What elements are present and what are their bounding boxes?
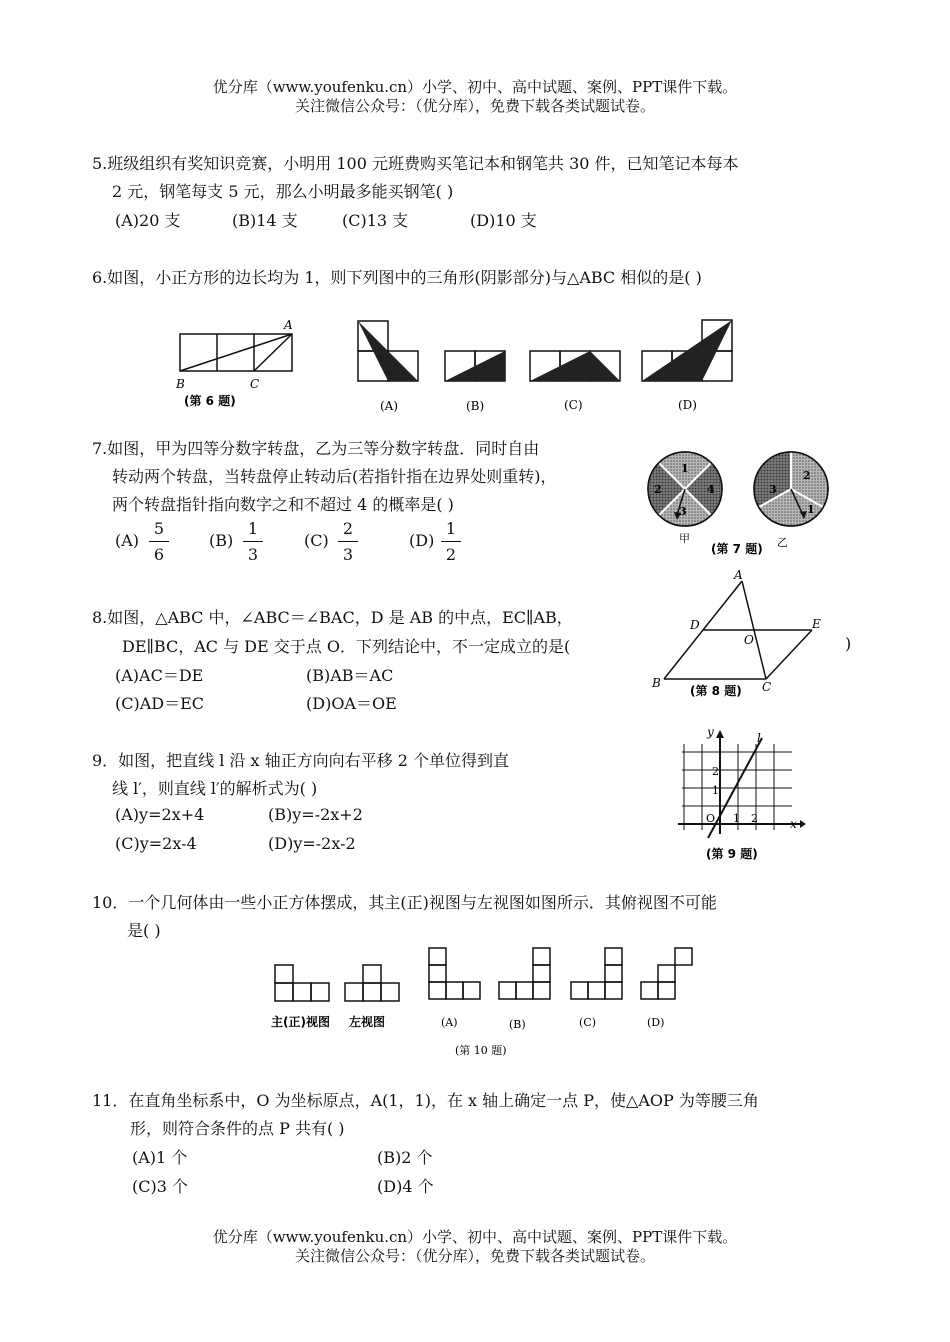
pt-o: O (744, 633, 754, 647)
axis-x: x (790, 817, 797, 831)
left-view-label: 左视图 (349, 1015, 386, 1029)
pt-a: A (734, 568, 743, 582)
q6-opt-d: (D) (678, 398, 697, 412)
q7-caption: (第 7 题) (711, 542, 763, 556)
q10-stem-line1: 10．一个几何体由一些小正方体摆成，其主(正)视图与左视图如图所示．其俯视图不可能 (92, 893, 717, 912)
q8-caption: (第 8 题) (690, 684, 742, 698)
q8-triangle-figure (648, 567, 832, 705)
label-b: B (176, 377, 185, 391)
q7-option-d-label: (D) (409, 531, 435, 550)
q8-option-a: (A)AC＝DE (115, 666, 204, 685)
q6-option-a-figure (350, 318, 430, 418)
q8-option-b: (B)AB＝AC (306, 666, 394, 685)
q6-opt-a: (A) (380, 399, 399, 413)
tick-y-1: 1 (712, 784, 719, 797)
tick-y-2: 2 (712, 765, 719, 778)
q5-stem-line1: 5.班级组织有奖知识竞赛，小明用 100 元班费购买笔记本和钢笔共 30 件，已知笔记本每本 (92, 154, 739, 173)
q10-opt-a: (A) (441, 1016, 458, 1029)
q11-stem-line2: 形，则符合条件的点 P 共有( ) (130, 1119, 345, 1138)
jia-label: 甲 (679, 532, 690, 545)
q10-opt-c: (C) (579, 1016, 596, 1029)
q7-option-a-fraction: 5 6 (149, 519, 169, 564)
q7-option-a-label: (A) (115, 531, 140, 550)
q11-option-b: (B)2 个 (377, 1148, 433, 1167)
q10-opt-b: (B) (509, 1018, 526, 1031)
q6-opt-c: (C) (564, 398, 583, 412)
pt-c: C (762, 680, 772, 694)
q8-stem-line1: 8.如图，△ABC 中，∠ABC＝∠BAC，D 是 AB 的中点，EC∥AB， (92, 608, 573, 627)
yi-num-2: 2 (803, 469, 811, 482)
q7-option-b-fraction: 1 3 (243, 519, 263, 564)
q5-option-c: (C)13 支 (342, 211, 409, 230)
q6-opt-b: (B) (466, 399, 485, 413)
q10-views-figure (265, 938, 705, 1060)
jia-num-2: 2 (654, 483, 662, 496)
q10-stem-line2: 是( ) (127, 921, 161, 940)
q11-option-c: (C)3 个 (132, 1177, 188, 1196)
tick-x-2: 2 (751, 812, 758, 825)
q9-option-c: (C)y=2x-4 (115, 834, 197, 853)
q6-triangle-abc-figure (172, 315, 302, 410)
q6-caption: (第 6 题) (184, 394, 236, 408)
q7-option-c-fraction: 2 3 (338, 519, 358, 564)
q9-graph-figure (672, 722, 812, 862)
q7-option-b-label: (B) (209, 531, 234, 550)
q6-option-b-figure (440, 345, 510, 418)
footer-line-2: 关注微信公众号：（优分库），免费下载各类试题试卷。 (294, 1247, 655, 1265)
q8-paren-close: ) (845, 634, 852, 653)
q7-stem-line3: 两个转盘指针指向数字之和不超过 4 的概率是( ) (112, 495, 454, 514)
q8-stem-line2: DE∥BC，AC 与 DE 交于点 O．下列结论中，不一定成立的是( (122, 637, 571, 656)
q9-option-d: (D)y=-2x-2 (268, 834, 356, 853)
q9-option-b: (B)y=-2x+2 (268, 805, 363, 824)
label-a: A (284, 318, 293, 332)
yi-num-3: 3 (769, 483, 777, 496)
jia-num-3: 3 (679, 505, 687, 518)
pt-d: D (690, 618, 700, 632)
origin-o: O (706, 812, 716, 825)
q5-option-d: (D)10 支 (470, 211, 537, 230)
q6-stem: 6.如图，小正方形的边长均为 1，则下列图中的三角形(阴影部分)与△ABC 相似的是( ) (92, 268, 702, 287)
pt-b: B (652, 676, 661, 690)
q7-option-c-label: (C) (304, 531, 329, 550)
q6-option-c-figure (528, 345, 623, 418)
q10-opt-d: (D) (647, 1016, 665, 1029)
q7-stem-line1: 7.如图，甲为四等分数字转盘，乙为三等分数字转盘．同时自由 (92, 439, 540, 458)
q7-stem-line2: 转动两个转盘，当转盘停止转动后(若指针指在边界处则重转)， (112, 467, 557, 486)
yi-label: 乙 (777, 536, 788, 549)
line-l: l (757, 731, 761, 745)
jia-num-1: 1 (681, 462, 689, 475)
q5-stem-line2: 2 元，钢笔每支 5 元，那么小明最多能买钢笔( ) (112, 182, 454, 201)
axis-y: y (707, 725, 714, 739)
q9-caption: (第 9 题) (706, 847, 758, 861)
footer-line-1: 优分库（www.youfenku.cn）小学、初中、高中试题、案例、PPT课件下载。 (212, 1228, 738, 1246)
q5-option-a: (A)20 支 (115, 211, 181, 230)
q9-option-a: (A)y=2x+4 (115, 805, 205, 824)
header-line-2: 关注微信公众号：（优分库），免费下载各类试题试卷。 (294, 97, 655, 115)
tick-x-1: 1 (733, 812, 740, 825)
q11-stem-line1: 11．在直角坐标系中，O 为坐标原点，A(1，1)，在 x 轴上确定一点 P，使△AOP 为等腰三角 (92, 1091, 759, 1110)
front-view-label: 主(正)视图 (271, 1015, 330, 1029)
q9-stem-line1: 9．如图，把直线 l 沿 x 轴正方向向右平移 2 个单位得到直 (92, 751, 510, 770)
jia-num-4: 4 (707, 483, 715, 496)
header-line-1: 优分库（www.youfenku.cn）小学、初中、高中试题、案例、PPT课件下载。 (212, 78, 738, 96)
q11-option-a: (A)1 个 (132, 1148, 188, 1167)
q9-stem-line2: 线 l′，则直线 l′的解析式为( ) (112, 779, 318, 798)
q11-option-d: (D)4 个 (377, 1177, 434, 1196)
q8-option-c: (C)AD＝EC (115, 694, 205, 713)
pt-e: E (812, 617, 821, 631)
q7-option-d-fraction: 1 2 (441, 519, 461, 564)
label-c: C (250, 377, 260, 391)
q8-option-d: (D)OA＝OE (306, 694, 397, 713)
q7-spinners-figure (643, 445, 835, 557)
q5-option-b: (B)14 支 (232, 211, 298, 230)
q10-caption: (第 10 题) (455, 1044, 507, 1057)
yi-num-1: 1 (807, 503, 815, 516)
q6-option-d-figure (640, 315, 735, 418)
